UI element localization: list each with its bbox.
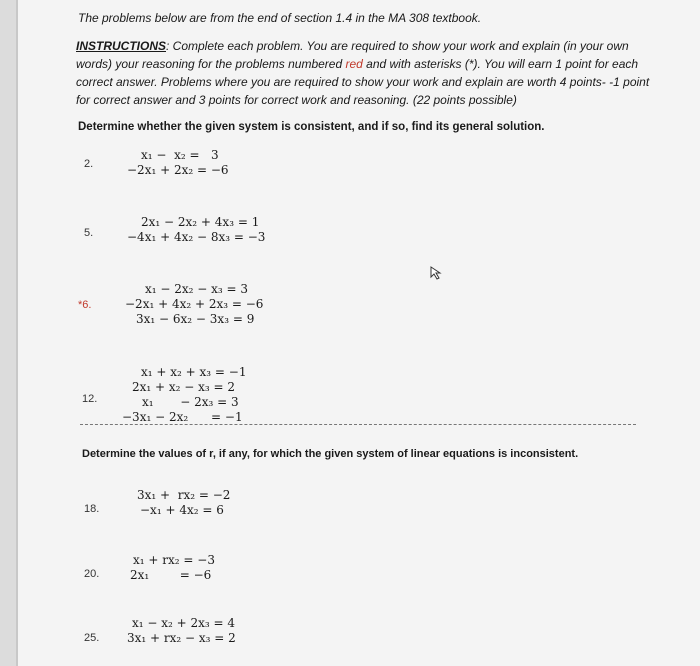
equation-line: x₁ − x₂ + 2x₃ = 4 — [132, 616, 236, 630]
equation-line: −x₁ + 4x₂ = 6 — [140, 503, 224, 517]
section2-title: Determine the values of r, if any, for which the given system of linear equations is inconsistent. — [82, 448, 579, 460]
page-header: The problems below are from the end of section 1.4 in the MA 308 textbook. — [78, 11, 482, 25]
instructions-red-word: red — [345, 57, 363, 71]
equation-line: x₁ − 2x₃ = 3 — [142, 395, 239, 409]
equation-line: x₁ − 2x₂ − x₃ = 3 — [145, 282, 249, 296]
equation-line: 2x₁ = −6 — [130, 568, 212, 582]
equation-line: x₁ + x₂ + x₃ = −1 — [141, 365, 247, 379]
equation-line: x₁ + rx₂ = −3 — [133, 553, 215, 567]
mouse-pointer-icon — [430, 266, 444, 285]
instructions-text-a: : Complete each problem. You are required to show your work and explain (in your own words) your reasoning for the problems numbered — [76, 39, 629, 71]
problem-number: 20. — [84, 568, 100, 580]
equation-line: 3x₁ + rx₂ = −2 — [137, 488, 231, 502]
equation-line: 3x₁ + rx₂ − x₃ = 2 — [127, 631, 236, 645]
instructions-text-b: and with asterisks (*). You will earn 1 point for each correct answer. Problems where you are required to show your work and explain are worth 4 points- -1 point for correct answer and 3 points for correct work and reasoning. (22 points possible) — [76, 57, 650, 107]
equation-line: 2x₁ + x₂ − x₃ = 2 — [132, 380, 236, 394]
problem-number: 2. — [84, 158, 94, 170]
instructions-label: INSTRUCTIONS — [76, 39, 166, 53]
equation-line: x₁ − x₂ = 3 — [141, 148, 219, 162]
equation-line: 3x₁ − 6x₂ − 3x₃ = 9 — [136, 312, 255, 326]
equation-line: −2x₁ + 4x₂ + 2x₃ = −6 — [125, 297, 264, 311]
section-divider — [80, 424, 636, 425]
page-edge — [16, 0, 18, 666]
instructions-paragraph — [76, 37, 656, 109]
equation-line: −2x₁ + 2x₂ = −6 — [127, 163, 229, 177]
section1-title: Determine whether the given system is consistent, and if so, find its general solution. — [78, 121, 545, 133]
equation-line: −4x₁ + 4x₂ − 8x₃ = −3 — [127, 230, 266, 244]
problem-number: 12. — [82, 393, 98, 405]
equation-line: 2x₁ − 2x₂ + 4x₃ = 1 — [141, 215, 260, 229]
document-page — [16, 0, 700, 666]
problem-number: 18. — [84, 503, 100, 515]
problem-number: *6. — [78, 299, 92, 311]
problem-number: 5. — [84, 227, 94, 239]
problem-number: 25. — [84, 632, 100, 644]
equation-line: −3x₁ − 2x₂ = −1 — [122, 410, 243, 424]
